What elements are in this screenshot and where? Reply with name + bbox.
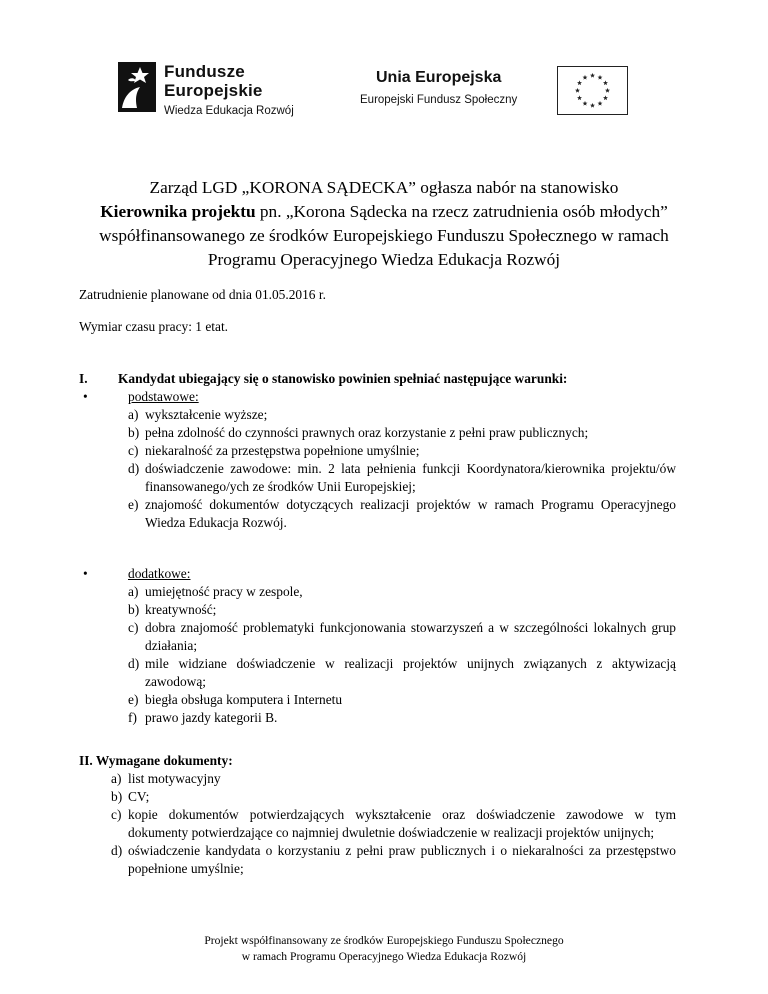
list-marker: a) — [128, 584, 139, 599]
list-item — [128, 496, 676, 532]
list-item — [128, 424, 676, 442]
list-marker: b) — [128, 602, 140, 617]
list-item-text: doświadczenie zawodowe: min. 2 lata pełnienia funkcji Koordynatora/kierownika projektu/ów finansowanego/ych ze środków Unii Europejskiej; — [145, 461, 676, 494]
additional-requirements-label: dodatkowe: — [128, 566, 191, 581]
fundusze-europejskie-logo — [118, 54, 318, 124]
section-2-heading — [79, 752, 233, 770]
additional-requirements-list — [128, 583, 676, 727]
list-item — [111, 788, 676, 806]
basic-requirements-label: podstawowe: — [128, 389, 199, 404]
list-item-text: list motywacyjny — [128, 771, 221, 786]
list-item-text: prawo jazdy kategorii B. — [145, 710, 278, 725]
list-marker: d) — [128, 461, 140, 476]
list-marker: f) — [128, 710, 137, 725]
list-item-text: CV; — [128, 789, 150, 804]
fe-logo-line3: Wiedza Edukacja Rozwój — [164, 105, 294, 117]
list-marker: d) — [128, 656, 140, 671]
list-marker: e) — [128, 497, 139, 512]
employment-date: Zatrudnienie planowane od dnia 01.05.2016 r. — [79, 287, 326, 302]
fe-logo-line1: Fundusze — [164, 62, 245, 81]
page-footer — [100, 933, 668, 965]
bullet-icon: • — [83, 389, 88, 404]
list-marker: a) — [111, 771, 122, 786]
list-marker: b) — [111, 789, 123, 804]
list-marker: d) — [111, 843, 123, 858]
list-item-text: niekaralność za przestępstwa popełnione umyślnie; — [145, 443, 420, 458]
section-2-title: Wymagane dokumenty: — [95, 753, 233, 768]
fundusze-europejskie-text — [164, 62, 294, 119]
list-item-text: znajomość dokumentów dotyczących realizacji projektów w ramach Programu Operacyjnego Wiedza Edukacja Rozwój. — [145, 497, 676, 530]
list-item — [128, 406, 676, 424]
list-item — [128, 601, 676, 619]
list-item-text: kreatywność; — [145, 602, 217, 617]
list-marker: b) — [128, 425, 140, 440]
list-item — [128, 709, 676, 727]
title-part3: pn. „Korona Sądecka na rzecz zatrudnienia osób młodych” współfinansowanego ze środków Europejskiego Funduszu Społecznego w ramach Programu Operacyjnego Wiedza Edukacja Rozwój — [99, 202, 669, 269]
eu-flag-icon — [557, 66, 628, 115]
bullet-icon: • — [83, 566, 88, 581]
list-item — [128, 460, 676, 496]
list-marker: c) — [128, 620, 139, 635]
list-item-text: biegła obsługa komputera i Internetu — [145, 692, 343, 707]
basic-requirements-list — [128, 406, 676, 532]
list-item — [128, 619, 676, 655]
section-1-heading — [79, 370, 567, 388]
list-marker: c) — [128, 443, 139, 458]
list-item-text: oświadczenie kandydata o korzystaniu z pełni praw publicznych i o niekaralności za przestępstwo popełnione umyślnie; — [128, 843, 676, 876]
footer-line2: w ramach Programu Operacyjnego Wiedza Edukacja Rozwój — [241, 950, 527, 963]
title-part1: Zarząd LGD „KORONA SĄDECKA” ogłasza nabór na stanowisko — [149, 178, 619, 197]
section-2-number: II. — [79, 753, 93, 768]
section-1-number: I. — [79, 371, 88, 386]
list-item — [128, 442, 676, 460]
fe-logo-line2: Europejskie — [164, 81, 263, 100]
section-1-title: Kandydat ubiegający się o stanowisko powinien spełniać następujące warunki: — [118, 371, 568, 386]
list-item — [128, 655, 676, 691]
eu-logo-line1: Unia Europejska — [376, 69, 502, 86]
list-marker: e) — [128, 692, 139, 707]
list-marker: a) — [128, 407, 139, 422]
list-item-text: mile widziane doświadczenie w realizacji projektów unijnych związanych z aktywizacją zawodową; — [145, 656, 676, 689]
list-item-text: umiejętność pracy w zespole, — [145, 584, 303, 599]
list-item — [111, 806, 676, 842]
list-item-text: wykształcenie wyższe; — [145, 407, 268, 422]
fundusze-europejskie-icon — [118, 62, 156, 112]
list-item — [111, 842, 676, 878]
title-position-name: Kierownika projektu — [100, 202, 256, 221]
list-item — [128, 691, 676, 709]
footer-line1: Projekt współfinansowany ze środków Europejskiego Funduszu Społecznego — [204, 934, 564, 947]
list-item — [111, 770, 676, 788]
required-documents-list — [111, 770, 676, 878]
eu-logo-line2: Europejski Fundusz Społeczny — [360, 94, 518, 106]
announcement-title — [80, 176, 688, 272]
working-time: Wymiar czasu pracy: 1 etat. — [79, 319, 229, 334]
list-item-text: kopie dokumentów potwierdzających wykształcenie oraz doświadczenie zawodowe w tym dokumenty potwierdzające co najmniej dwuletnie doświadczenie w realizacji projektów unijnych; — [128, 807, 676, 840]
list-marker: c) — [111, 807, 122, 822]
list-item — [128, 583, 676, 601]
unia-europejska-logo — [360, 68, 517, 108]
list-item-text: dobra znajomość problematyki funkcjonowania stowarzyszeń a w szczególności lokalnych grup działania; — [145, 620, 676, 653]
list-item-text: pełna zdolność do czynności prawnych oraz korzystanie z pełni praw publicznych; — [145, 425, 589, 440]
